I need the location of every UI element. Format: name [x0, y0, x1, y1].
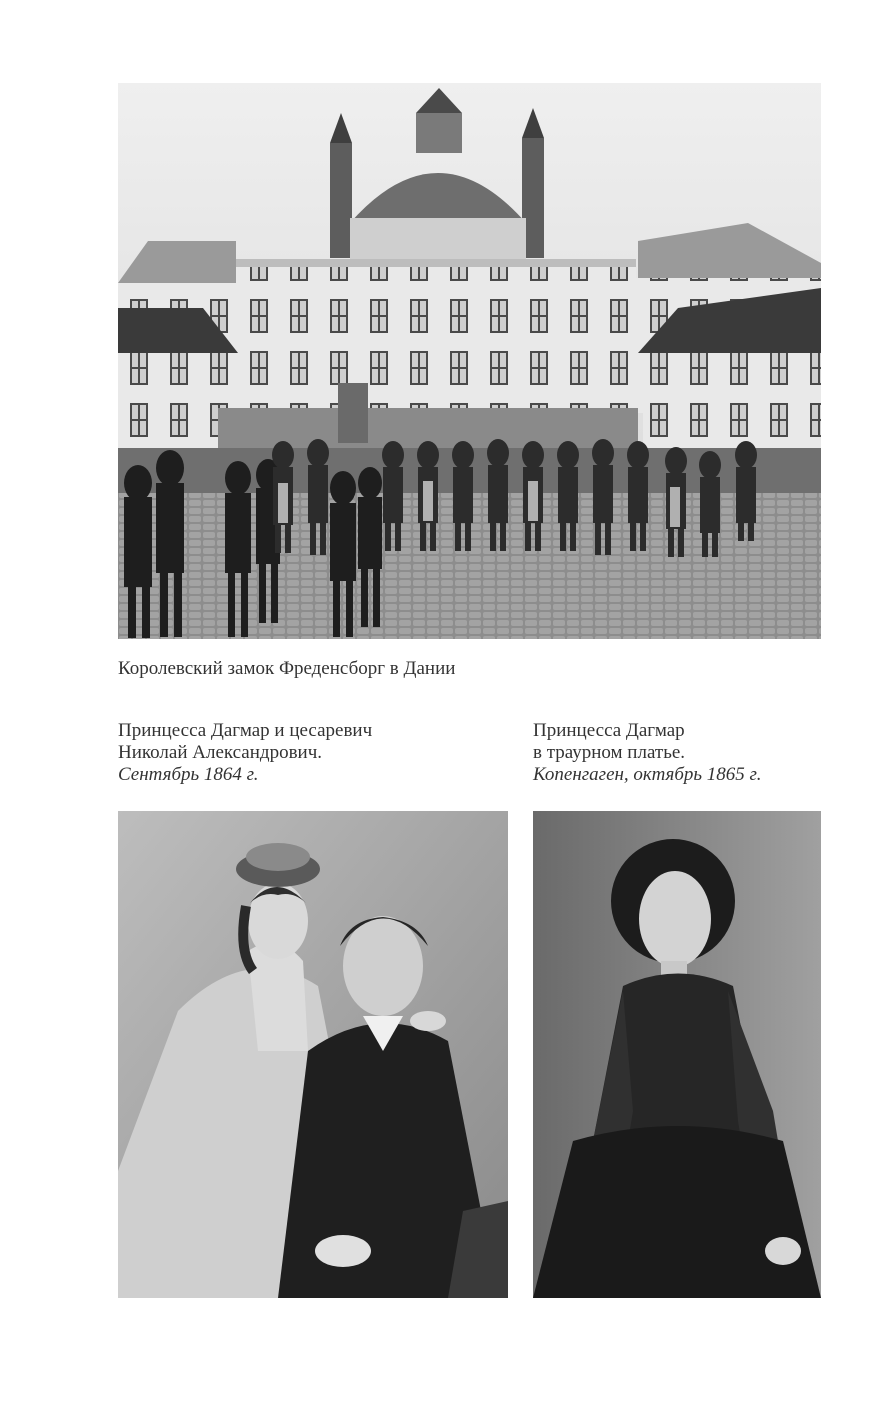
couple-photo: [118, 811, 508, 1298]
castle-caption-text: Королевский замок Фреденсборг в Дании: [118, 658, 456, 679]
castle-illustration: [118, 83, 821, 639]
couple-illustration: [118, 811, 508, 1298]
couple-caption-line1: Принцесса Дагмар и цесаревич: [118, 720, 373, 741]
dagmar-caption-line1: Принцесса Дагмар: [533, 720, 685, 741]
castle-photo: [118, 83, 821, 639]
couple-caption: [118, 720, 372, 786]
dagmar-caption-date: Копенгаген, октябрь 1865 г.: [533, 764, 762, 785]
dagmar-caption-line2: в траурном платье.: [533, 742, 686, 763]
dagmar-caption: [533, 720, 761, 786]
dagmar-illustration: [533, 811, 821, 1298]
castle-caption: [118, 658, 455, 680]
couple-caption-line2: Николай Александрович.: [118, 742, 323, 763]
couple-caption-date: Сентябрь 1864 г.: [118, 764, 259, 785]
dagmar-photo: [533, 811, 821, 1298]
